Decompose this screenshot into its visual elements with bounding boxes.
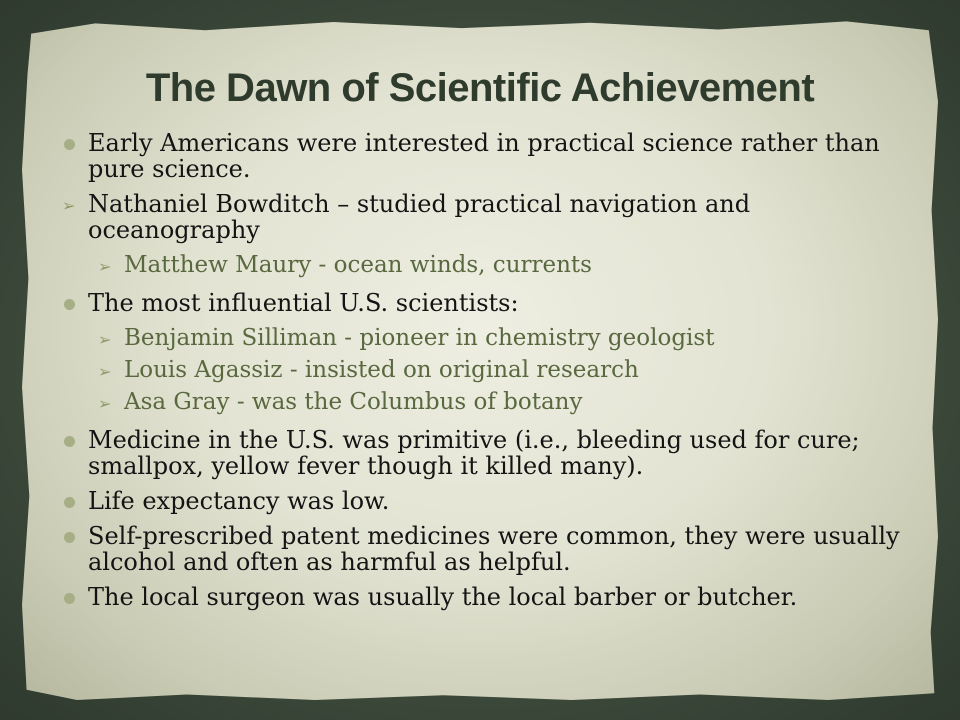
arrow-bullet-icon: ➢: [62, 196, 76, 215]
sub-bullet-text: Louis Agassiz - insisted on original research: [124, 357, 639, 383]
bullet-text: Medicine in the U.S. was primitive (i.e., bleeding used for cure; smallpox, yellow fever though it killed many).: [88, 426, 860, 480]
bullet-list: [60, 130, 900, 619]
slide-title: The Dawn of Scientific Achievement: [145, 66, 815, 110]
dot-bullet-icon: [64, 593, 75, 604]
bullet-item: [60, 584, 900, 610]
bullet-item: [60, 427, 900, 479]
sub-bullet-item: [60, 389, 900, 415]
bullet-text: The most influential U.S. scientists:: [88, 289, 519, 317]
bullet-item: [60, 523, 900, 575]
dot-bullet-icon: [64, 436, 75, 447]
arrow-bullet-icon: ➢: [98, 394, 112, 413]
arrow-bullet-icon: ➢: [98, 257, 112, 276]
sub-bullet-text: Asa Gray - was the Columbus of botany: [124, 389, 583, 415]
sub-bullet-item: [60, 325, 900, 351]
bullet-item: [60, 130, 900, 182]
dot-bullet-icon: [64, 497, 75, 508]
arrow-bullet-icon: ➢: [98, 362, 112, 381]
dot-bullet-icon: [64, 299, 75, 310]
sub-bullet-text: Benjamin Silliman - pioneer in chemistry geologist: [124, 325, 715, 351]
bullet-text: Life expectancy was low.: [88, 487, 390, 515]
dot-bullet-icon: [64, 532, 75, 543]
sub-bullet-item: [60, 357, 900, 383]
bullet-text: Self-prescribed patent medicines were common, they were usually alcohol and often as harmful as helpful.: [88, 522, 900, 576]
bullet-item: [60, 191, 900, 243]
bullet-item: [60, 290, 900, 316]
bullet-text: The local surgeon was usually the local barber or butcher.: [88, 583, 798, 611]
bullet-item: [60, 488, 900, 514]
sub-bullet-item: [60, 252, 900, 278]
sub-bullet-text: Matthew Maury - ocean winds, currents: [124, 252, 592, 278]
dot-bullet-icon: [64, 139, 75, 150]
arrow-bullet-icon: ➢: [98, 330, 112, 349]
bullet-text: Early Americans were interested in practical science rather than pure science.: [88, 129, 880, 183]
bullet-text: Nathaniel Bowditch – studied practical navigation and oceanography: [88, 190, 751, 244]
